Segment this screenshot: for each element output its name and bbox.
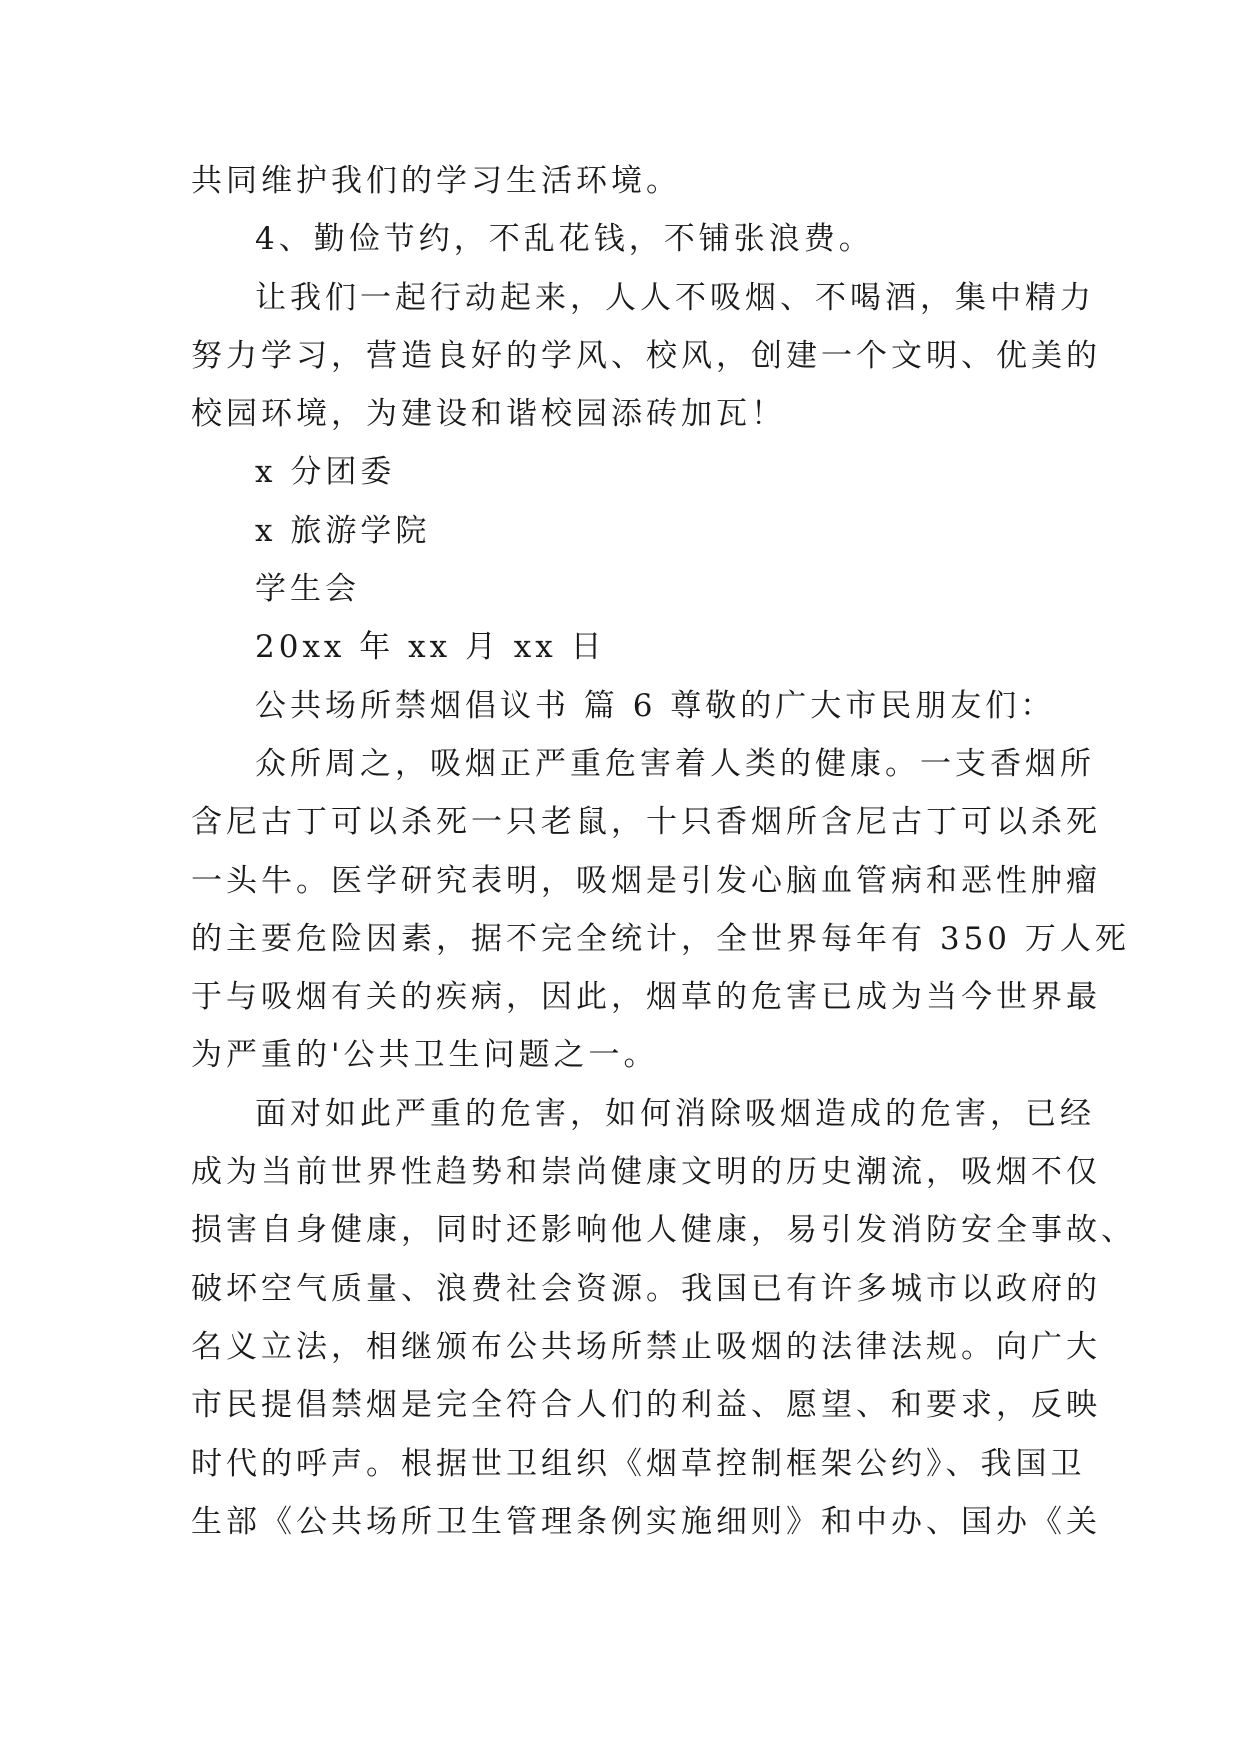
text-line: 一头牛。医学研究表明，吸烟是引发心脑血管病和恶性肿瘤 xyxy=(191,862,1101,899)
text-line: 损害自身健康，同时还影响他人健康，易引发消防安全事故、 xyxy=(191,1212,1136,1249)
text-line: 名义立法，相继颁布公共场所禁止吸烟的法律法规。向广大 xyxy=(191,1328,1101,1365)
text-line: 于与吸烟有关的疾病，因此，烟草的危害已成为当今世界最 xyxy=(191,979,1101,1016)
text-line: 市民提倡禁烟是完全符合人们的利益、愿望、和要求，反映 xyxy=(191,1387,1101,1424)
section-heading: 公共场所禁烟倡议书 篇 6 尊敬的广大市民朋友们： xyxy=(255,687,1056,724)
text-line: 破坏空气质量、浪费社会资源。我国已有许多城市以政府的 xyxy=(191,1270,1101,1307)
text-line: 时代的呼声。根据世卫组织《烟草控制框架公约》、我国卫 xyxy=(191,1445,1086,1482)
text-line: 成为当前世界性趋势和崇尚健康文明的历史潮流，吸烟不仅 xyxy=(191,1154,1101,1191)
signature-org-1: x 分团委 xyxy=(255,454,396,491)
text-line: 含尼古丁可以杀死一只老鼠，十只香烟所含尼古丁可以杀死 xyxy=(191,804,1101,841)
signature-date: 20xx 年 xx 月 xx 日 xyxy=(255,629,606,666)
text-line: 校园环境，为建设和谐校园添砖加瓦！ xyxy=(191,396,786,433)
signature-org-2: x 旅游学院 xyxy=(255,512,431,549)
list-item-4: 4、勤俭节约，不乱花钱，不铺张浪费。 xyxy=(255,221,874,258)
text-line: 努力学习，营造良好的学风、校风，创建一个文明、优美的 xyxy=(191,337,1101,374)
document-body xyxy=(191,152,1136,1551)
signature-org-3: 学生会 xyxy=(255,571,360,608)
paragraph-start: 面对如此严重的危害，如何消除吸烟造成的危害，已经 xyxy=(255,1095,1095,1132)
paragraph-start: 让我们一起行动起来，人人不吸烟、不喝酒，集中精力 xyxy=(255,279,1095,316)
text-line: 共同维护我们的学习生活环境。 xyxy=(191,163,681,199)
text-line: 生部《公共场所卫生管理条例实施细则》和中办、国办《关 xyxy=(191,1503,1101,1540)
paragraph-start: 众所周之，吸烟正严重危害着人类的健康。一支香烟所 xyxy=(255,745,1095,782)
text-line: 为严重的'公共卫生问题之一。 xyxy=(191,1037,659,1074)
text-line: 的主要危险因素，据不完全统计，全世界每年有 350 万人死 xyxy=(191,920,1130,957)
